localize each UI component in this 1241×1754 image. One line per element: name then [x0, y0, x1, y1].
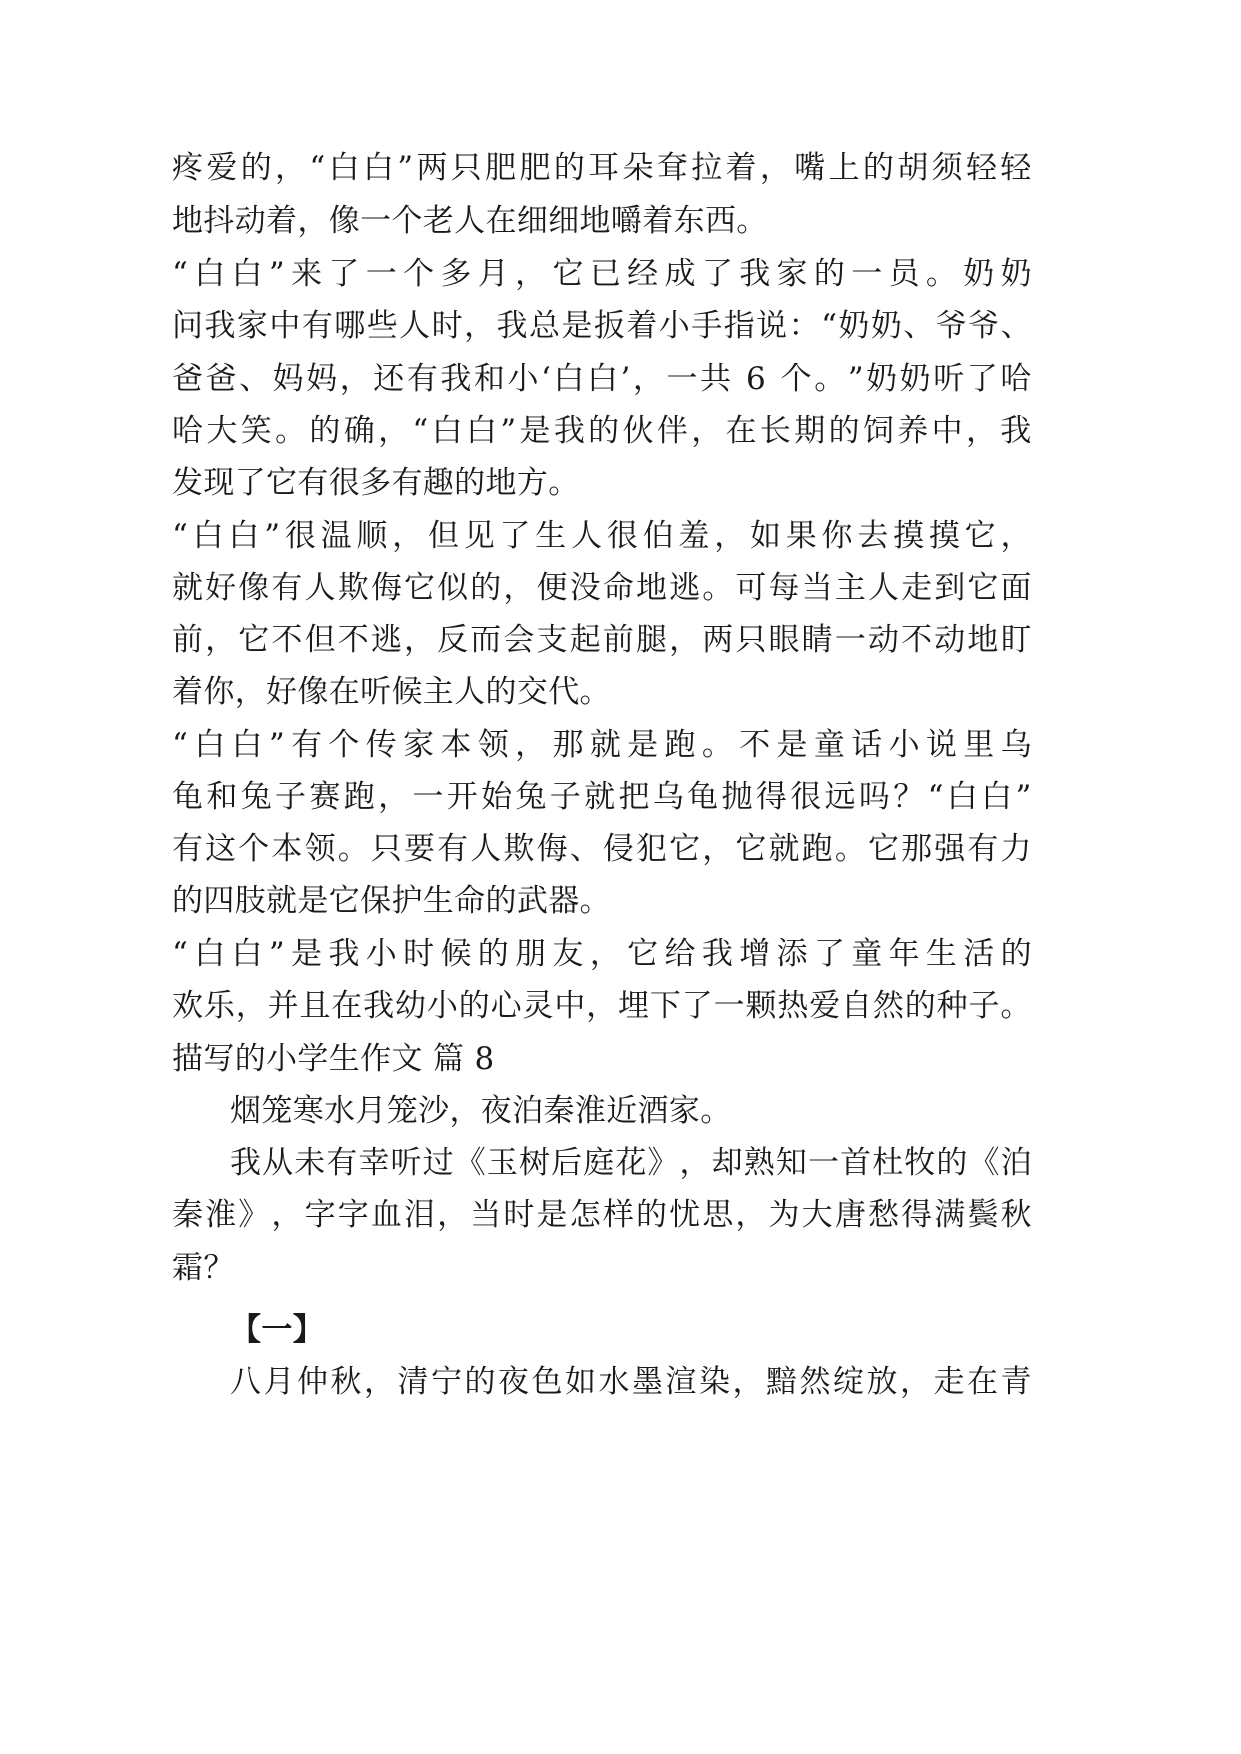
- text-line: 就 好 像 有 人 欺 侮 它 似 的 ， 便 没 命 地 逃 。 可 每 当 主 人 走 到 它 面: [172, 570, 1032, 606]
- text-line: “ 白 白 ” 是 我 小 时 候 的 朋 友 ， 它 给 我 增 添 了 童 年 生 活 的: [172, 936, 1032, 972]
- text-line: “ 白 白 ” 有 个 传 家 本 领 ， 那 就 是 跑 。 不 是 童 话 小 说 里 乌: [172, 727, 1032, 763]
- text-line: 八 月 仲 秋 ， 清 宁 的 夜 色 如 水 墨 渲 染 ， 黯 然 绽 放 ， 走 在 青: [230, 1364, 1032, 1400]
- text-line: 哈 大 笑 。 的 确 ， “ 白 白 ” 是 我 的 伙 伴 ， 在 长 期 的 饲 养 中 ， 我: [172, 413, 1032, 449]
- text-line: 我 从 未 有 幸 听 过 《 玉 树 后 庭 花 》 ， 却 熟 知 一 首 杜 牧 的 《 泊: [230, 1145, 1032, 1181]
- section-heading: 描写的小学生作文 篇 8: [172, 1041, 495, 1077]
- text-line: 地抖动着，像一个老人在细细地嚼着东西。: [172, 203, 768, 239]
- text-line: 发现了它有很多有趣的地方。: [172, 465, 580, 501]
- text-line: 的四肢就是它保护生命的武器。: [172, 883, 611, 919]
- subsection-heading: 【一】: [230, 1312, 325, 1348]
- text-line: 霜？: [172, 1250, 235, 1286]
- text-line: 有 这 个 本 领 。 只 要 有 人 欺 侮 、 侵 犯 它 ， 它 就 跑 。 它 那 强 有 力: [172, 831, 1032, 867]
- text-line: “ 白 白 ” 很 温 顺 ， 但 见 了 生 人 很 伯 羞 ， 如 果 你 去 摸 摸 它 ，: [172, 518, 1032, 554]
- text-line: 爸 爸 、 妈 妈 ， 还 有 我 和 小 ‘ 白 白 ’ ， 一 共 6 个 。 ” 奶 奶 听 了 哈: [172, 361, 1032, 397]
- text-line: 疼 爱 的 ， “ 白 白 ” 两 只 肥 肥 的 耳 朵 耷 拉 着 ， 嘴 上 的 胡 须 轻 轻: [172, 150, 1032, 186]
- text-line: 欢 乐 ， 并 且 在 我 幼 小 的 心 灵 中 ， 埋 下 了 一 颗 热 爱 自 然 的 种 子 。: [172, 988, 1032, 1024]
- text-line: 前 ， 它 不 但 不 逃 ， 反 而 会 支 起 前 腿 ， 两 只 眼 睛 一 动 不 动 地 盯: [172, 622, 1032, 658]
- text-line: 问 我 家 中 有 哪 些 人 时 ， 我 总 是 扳 着 小 手 指 说 ： “ 奶 奶 、 爷 爷 、: [172, 308, 1032, 344]
- text-line: 秦 淮 》 ， 字 字 血 泪 ， 当 时 是 怎 样 的 忧 思 ， 为 大 唐 愁 得 满 鬓 秋: [172, 1197, 1032, 1233]
- text-line: 龟 和 兔 子 赛 跑 ， 一 开 始 兔 子 就 把 乌 龟 抛 得 很 远 吗 ？ “ 白 白 ”: [172, 779, 1032, 815]
- text-line: “ 白 白 ” 来 了 一 个 多 月 ， 它 已 经 成 了 我 家 的 一 员 。 奶 奶: [172, 256, 1032, 292]
- text-line: 着你，好像在听候主人的交代。: [172, 674, 611, 710]
- text-line: 烟笼寒水月笼沙，夜泊秦淮近酒家。: [230, 1093, 732, 1129]
